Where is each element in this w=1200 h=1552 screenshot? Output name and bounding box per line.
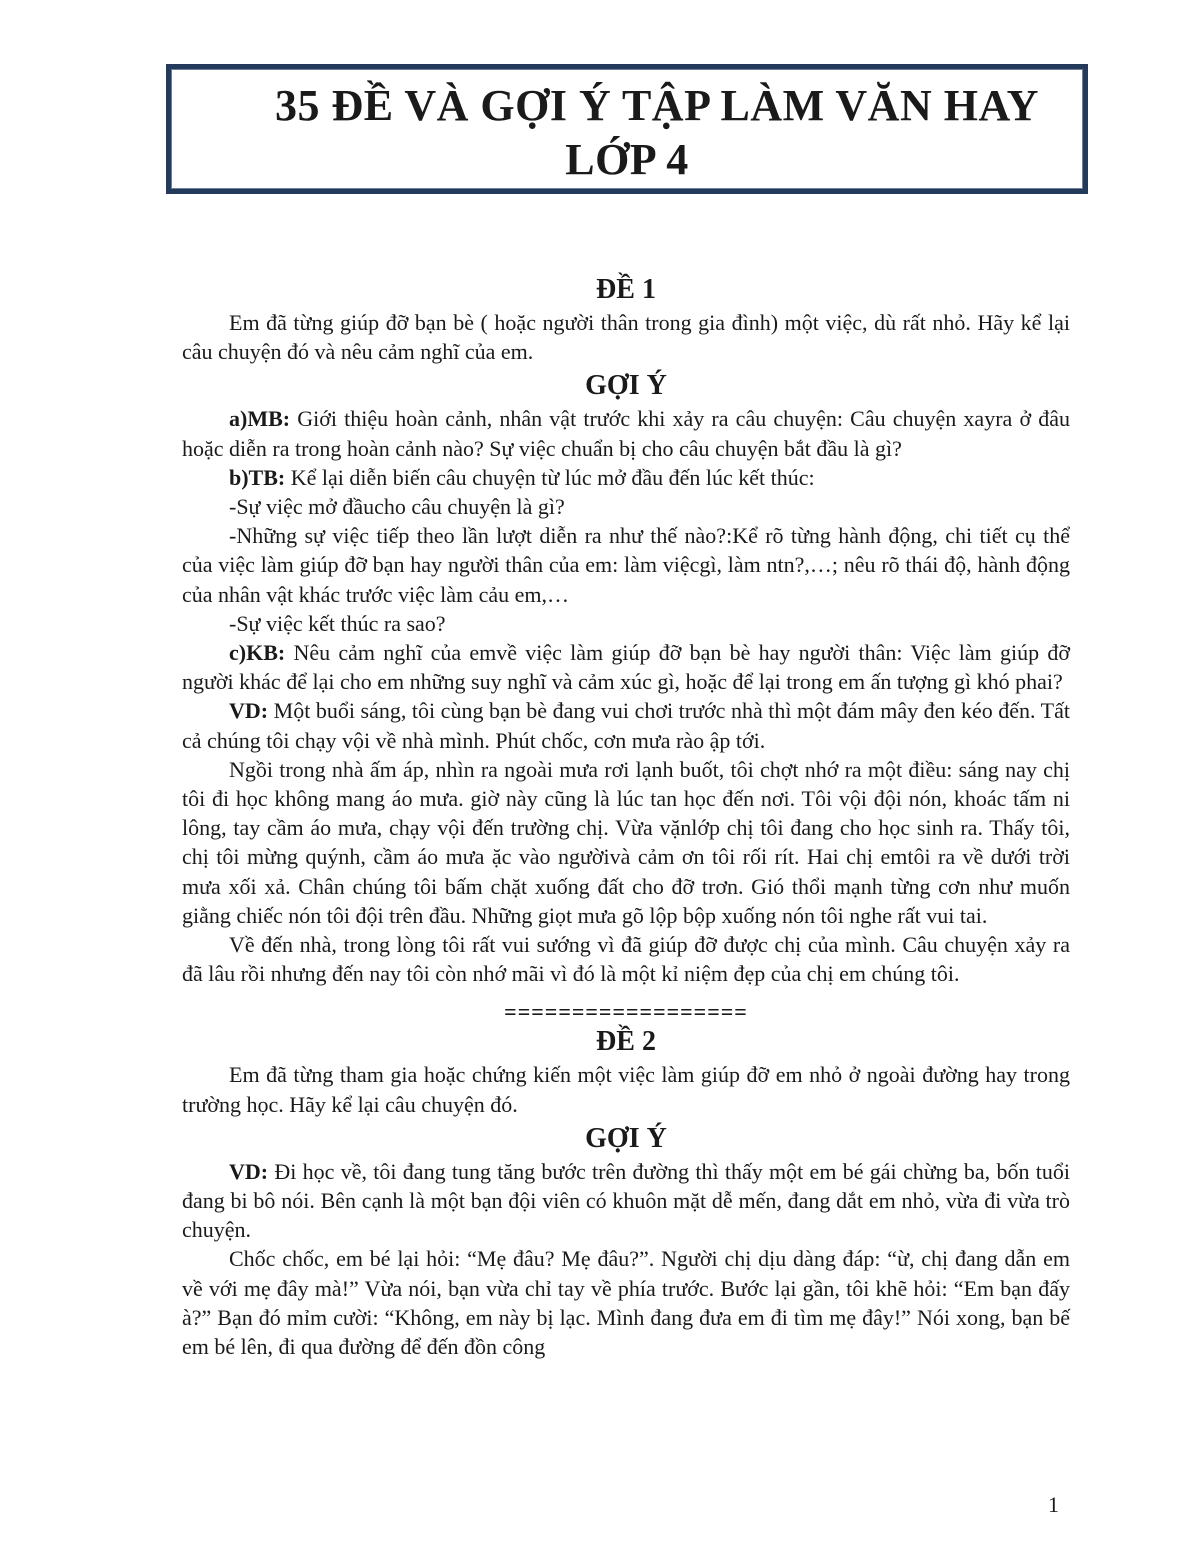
de1-tb-item-2: -Những sự việc tiếp theo lần lượt diễn ra như thế nào?:Kể rõ từng hành động, chi tiết cụ thể của việc làm giúp đỡ bạn hay người thân của em: làm việcgì, làm ntn?,…; nêu rõ thái độ, hành động của nhân vật khác trước việc làm cảu em,… — [182, 523, 1070, 607]
de1-mb-paragraph — [182, 404, 1070, 462]
de2-heading: ĐỀ 2 — [596, 1026, 656, 1058]
document-title-line-1: 35 ĐỀ VÀ GỢI Ý TẬP LÀM VĂN HAY — [275, 81, 1039, 130]
de1-vd-label: VD: — [229, 698, 269, 724]
de1-tb-label: b)TB: — [229, 464, 286, 490]
de1-vd-text: Một buổi sáng, tôi cùng bạn bè đang vui chơi trước nhà thì một đám mây đen kéo đến. Tất cả chúng tôi chạy vội về nhà mình. Phút chốc, cơn mưa rào ập tới. — [182, 698, 1070, 753]
de1-paragraph-2: Ngồi trong nhà ấm áp, nhìn ra ngoài mưa rơi lạnh buốt, tôi chợt nhớ ra một điều: sáng nay chị tôi đi học không mang áo mưa. giờ này cũng là lúc tan học đến nơi. Tôi vội đội nón, khoác tấm ni lông, tay cầm áo mưa, chạy vội đến trường chị. Vừa vặnlớp chị tôi đang cho học sinh ra. Thấy tôi, chị tôi mừng quýnh, cầm áo mưa ặc vào ngườivà cảm ơn tôi rối rít. Hai chị emtôi ra về dưới trời mưa xối xả. Chân chúng tôi bấm chặt xuống đất cho đỡ trơn. Gió thổi mạnh từng cơn như muốn giằng chiếc nón tôi đội trên đầu. Những giọt mưa gõ lộp bộp xuống nón tôi nghe rất vui tai. — [182, 756, 1070, 928]
de1-vd-paragraph — [182, 696, 1070, 754]
de1-kb-text: Nêu cảm nghĩ của emvề việc làm giúp đỡ bạn bè hay người thân: Việc làm giúp đỡ người khác để lại cho em những suy nghĩ và cảm xúc gì, hoặc để lại trong em ấn tượng gì khó phai? — [182, 640, 1070, 695]
de2-vd-label: VD: — [229, 1158, 269, 1184]
de2-goi-y-heading: GỢI Ý — [585, 1122, 667, 1154]
de2-vd-text: Đi học về, tôi đang tung tăng bước trên đường thì thấy một em bé gái chừng ba, bốn tuổi đang bi bô nói. Bên cạnh là một bạn đội viên có khuôn mặt dễ mến, đang dắt em nhỏ, vừa đi vừa trò chuyện. — [182, 1158, 1070, 1243]
title-box — [166, 64, 1088, 194]
de1-tb-text: Kể lại diễn biến câu chuyện từ lúc mở đầu đến lúc kết thúc: — [285, 464, 815, 490]
document-body — [182, 272, 1070, 1361]
de1-tb-item-3: -Sự việc kết thúc ra sao? — [229, 610, 446, 636]
de2-paragraph-2: Chốc chốc, em bé lại hỏi: “Mẹ đâu? Mẹ đâu?”. Người chị dịu dàng đáp: “ừ, chị đang dẫn em về với mẹ đây mà!” Vừa nói, bạn vừa chỉ tay về phía trước. Bước lại gần, tôi khẽ hỏi: “Em bạn đấy à?” Bạn đó mỉm cười: “Không, em này bị lạc. Mình đang đưa em đi tìm mẹ đây!” Nói xong, bạn bế em bé lên, đi qua đường để đến đồn công — [182, 1246, 1070, 1360]
de1-goi-y-heading: GỢI Ý — [585, 370, 667, 402]
de1-mb-label: a)MB: — [229, 406, 291, 432]
de1-tb-paragraph — [182, 463, 1070, 492]
de1-mb-text: Giới thiệu hoàn cảnh, nhân vật trước khi xảy ra câu chuyện: Câu chuyện xayra ở đâu hoặc diễn ra trong hoàn cảnh nào? Sự việc chuẩn bị cho câu chuyện bắt đầu là gì? — [182, 406, 1070, 461]
de1-heading: ĐỀ 1 — [596, 274, 656, 305]
de1-kb-paragraph — [182, 638, 1070, 696]
de2-vd-paragraph — [182, 1157, 1070, 1245]
page-number: 1 — [1048, 1492, 1059, 1517]
de1-prompt: Em đã từng giúp đỡ bạn bè ( hoặc người thân trong gia đình) một việc, dù rất nhỏ. Hãy kể lại câu chuyện đó và nêu cảm nghĩ của em. — [182, 310, 1070, 365]
de1-paragraph-3: Về đến nhà, trong lòng tôi rất vui sướng vì đã giúp đỡ được chị của mình. Câu chuyện xảy ra đã lâu rồi nhưng đến nay tôi còn nhớ mãi vì đó là một kỉ niệm đẹp của chị em chúng tôi. — [182, 932, 1070, 987]
de1-tb-item-1: -Sự việc mở đầucho câu chuyện là gì? — [229, 494, 565, 520]
de2-prompt: Em đã từng tham gia hoặc chứng kiến một việc làm giúp đỡ em nhỏ ở ngoài đường hay trong trường học. Hãy kể lại câu chuyện đó. — [182, 1062, 1070, 1117]
de1-kb-label: c)KB: — [229, 640, 286, 666]
section-separator: ================== — [504, 999, 748, 1025]
document-title-line-2: LỚP 4 — [565, 135, 689, 184]
